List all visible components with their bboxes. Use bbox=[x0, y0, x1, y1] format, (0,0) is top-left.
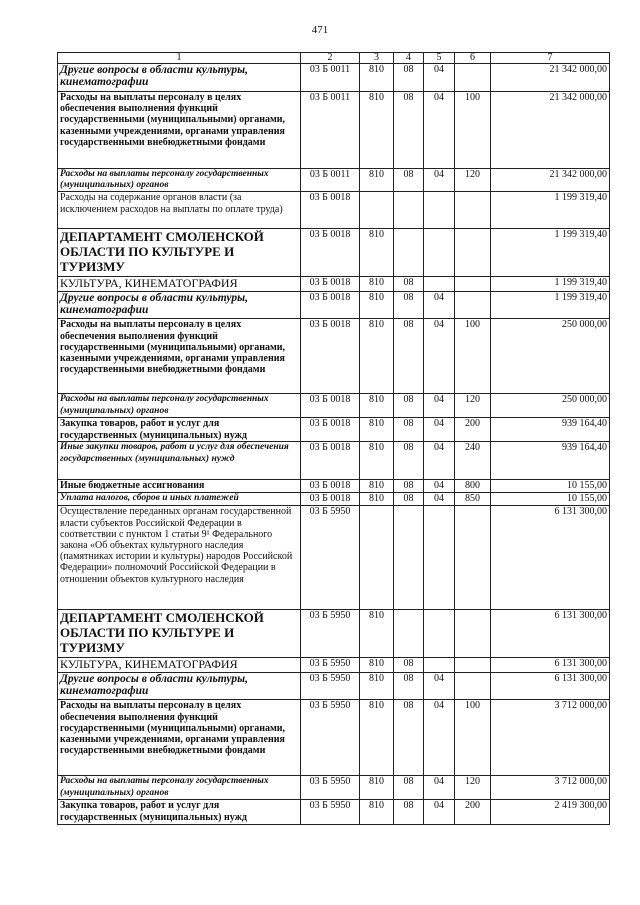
header-col-3: 3 bbox=[360, 53, 394, 64]
row-name: Уплата налогов, сборов и иных платежей bbox=[58, 493, 301, 506]
row-code: 03 Б 5950 bbox=[301, 776, 360, 800]
table-body bbox=[58, 64, 610, 825]
row-amount: 250 000,00 bbox=[491, 319, 610, 394]
table-row bbox=[58, 480, 610, 493]
row-code: 03 Б 0011 bbox=[301, 64, 360, 92]
row-name: Другие вопросы в области культуры, кинематографии bbox=[58, 292, 301, 319]
row-expense-type: 240 bbox=[455, 442, 491, 480]
row-code: 03 Б 0018 bbox=[301, 192, 360, 229]
row-subsection bbox=[424, 192, 455, 229]
row-name: Расходы на выплаты персоналу государственных (муниципальных) органов bbox=[58, 776, 301, 800]
row-section: 08 bbox=[394, 394, 424, 418]
row-subsection: 04 bbox=[424, 394, 455, 418]
row-subsection bbox=[424, 229, 455, 277]
table-row bbox=[58, 169, 610, 192]
header-col-1: 1 bbox=[58, 53, 301, 64]
row-name: Закупка товаров, работ и услуг для государственных (муниципальных) нужд bbox=[58, 800, 301, 825]
row-ved: 810 bbox=[360, 64, 394, 92]
row-ved: 810 bbox=[360, 319, 394, 394]
row-subsection: 04 bbox=[424, 92, 455, 169]
row-code: 03 Б 0011 bbox=[301, 92, 360, 169]
table-row bbox=[58, 292, 610, 319]
row-subsection: 04 bbox=[424, 700, 455, 776]
table-row bbox=[58, 229, 610, 277]
row-ved bbox=[360, 506, 394, 610]
row-amount: 6 131 300,00 bbox=[491, 658, 610, 673]
row-expense-type: 120 bbox=[455, 169, 491, 192]
row-ved: 810 bbox=[360, 673, 394, 700]
row-subsection: 04 bbox=[424, 800, 455, 825]
row-subsection bbox=[424, 277, 455, 292]
row-ved: 810 bbox=[360, 700, 394, 776]
row-name: Расходы на выплаты персоналу государственных (муниципальных) органов bbox=[58, 394, 301, 418]
row-ved: 810 bbox=[360, 658, 394, 673]
row-code: 03 Б 0018 bbox=[301, 277, 360, 292]
row-section: 08 bbox=[394, 319, 424, 394]
row-ved bbox=[360, 192, 394, 229]
row-expense-type bbox=[455, 277, 491, 292]
row-code: 03 Б 5950 bbox=[301, 658, 360, 673]
table-row bbox=[58, 442, 610, 480]
row-section bbox=[394, 506, 424, 610]
row-name: Расходы на выплаты персоналу в целях обеспечения выполнения функций государственными (муниципальными) органами, казенными учреждениями, органами управления государственными внебюджетными фондами bbox=[58, 319, 301, 394]
table-row bbox=[58, 610, 610, 658]
row-section: 08 bbox=[394, 673, 424, 700]
row-section: 08 bbox=[394, 480, 424, 493]
row-amount: 6 131 300,00 bbox=[491, 610, 610, 658]
row-expense-type bbox=[455, 64, 491, 92]
row-ved: 810 bbox=[360, 610, 394, 658]
row-amount: 21 342 000,00 bbox=[491, 92, 610, 169]
row-subsection: 04 bbox=[424, 319, 455, 394]
row-amount: 21 342 000,00 bbox=[491, 64, 610, 92]
row-name: Другие вопросы в области культуры, кинематографии bbox=[58, 673, 301, 700]
table-row bbox=[58, 776, 610, 800]
row-subsection: 04 bbox=[424, 673, 455, 700]
row-section bbox=[394, 229, 424, 277]
row-name: Осуществление переданных органам государственной власти субъектов Российской Федерации в соответствии с пунктом 1 статьи 9¹ Федерального закона «Об объектах культурного наследия (памятниках истории и культуры) народов Российской Федерации» полномочий Российской Федерации в отношении объектов культурного наследия bbox=[58, 506, 301, 610]
row-amount: 6 131 300,00 bbox=[491, 506, 610, 610]
row-expense-type bbox=[455, 610, 491, 658]
row-expense-type bbox=[455, 192, 491, 229]
row-section: 08 bbox=[394, 776, 424, 800]
row-section: 08 bbox=[394, 292, 424, 319]
row-amount: 6 131 300,00 bbox=[491, 673, 610, 700]
row-name: Расходы на выплаты персоналу государственных (муниципальных) органов bbox=[58, 169, 301, 192]
row-expense-type: 120 bbox=[455, 394, 491, 418]
row-ved: 810 bbox=[360, 92, 394, 169]
row-amount: 10 155,00 bbox=[491, 480, 610, 493]
row-code: 03 Б 0018 bbox=[301, 229, 360, 277]
row-section: 08 bbox=[394, 418, 424, 442]
budget-table bbox=[57, 52, 610, 825]
row-amount: 1 199 319,40 bbox=[491, 229, 610, 277]
row-amount: 250 000,00 bbox=[491, 394, 610, 418]
row-ved: 810 bbox=[360, 277, 394, 292]
row-section: 08 bbox=[394, 64, 424, 92]
row-name: Закупка товаров, работ и услуг для государственных (муниципальных) нужд bbox=[58, 418, 301, 442]
row-expense-type: 120 bbox=[455, 776, 491, 800]
row-section: 08 bbox=[394, 277, 424, 292]
table-row bbox=[58, 700, 610, 776]
row-ved: 810 bbox=[360, 229, 394, 277]
row-code: 03 Б 5950 bbox=[301, 673, 360, 700]
row-ved: 810 bbox=[360, 394, 394, 418]
row-section: 08 bbox=[394, 92, 424, 169]
row-subsection: 04 bbox=[424, 480, 455, 493]
row-subsection: 04 bbox=[424, 169, 455, 192]
row-subsection: 04 bbox=[424, 292, 455, 319]
table-row bbox=[58, 418, 610, 442]
row-code: 03 Б 0018 bbox=[301, 493, 360, 506]
row-subsection bbox=[424, 506, 455, 610]
row-name: ДЕПАРТАМЕНТ СМОЛЕНСКОЙ ОБЛАСТИ ПО КУЛЬТУРЕ И ТУРИЗМУ bbox=[58, 610, 301, 658]
row-subsection bbox=[424, 610, 455, 658]
row-section: 08 bbox=[394, 169, 424, 192]
row-section: 08 bbox=[394, 442, 424, 480]
table-row bbox=[58, 394, 610, 418]
row-name: Иные бюджетные ассигнования bbox=[58, 480, 301, 493]
row-section bbox=[394, 610, 424, 658]
table-row bbox=[58, 92, 610, 169]
row-name: Расходы на выплаты персоналу в целях обеспечения выполнения функций государственными (муниципальными) органами, казенными учреждениями, органами управления государственными внебюджетными фондами bbox=[58, 92, 301, 169]
row-section bbox=[394, 192, 424, 229]
row-ved: 810 bbox=[360, 480, 394, 493]
header-row bbox=[58, 53, 610, 64]
table-row bbox=[58, 506, 610, 610]
row-amount: 21 342 000,00 bbox=[491, 169, 610, 192]
row-name: Расходы на содержание органов власти (за исключением расходов на выплаты по оплате труда) bbox=[58, 192, 301, 229]
row-expense-type bbox=[455, 506, 491, 610]
row-code: 03 Б 5950 bbox=[301, 800, 360, 825]
row-code: 03 Б 0018 bbox=[301, 418, 360, 442]
row-expense-type: 100 bbox=[455, 92, 491, 169]
row-expense-type bbox=[455, 229, 491, 277]
row-ved: 810 bbox=[360, 493, 394, 506]
row-amount: 3 712 000,00 bbox=[491, 700, 610, 776]
row-name: ДЕПАРТАМЕНТ СМОЛЕНСКОЙ ОБЛАСТИ ПО КУЛЬТУРЕ И ТУРИЗМУ bbox=[58, 229, 301, 277]
row-expense-type: 100 bbox=[455, 700, 491, 776]
row-amount: 939 164,40 bbox=[491, 418, 610, 442]
row-code: 03 Б 0018 bbox=[301, 292, 360, 319]
row-ved: 810 bbox=[360, 292, 394, 319]
header-col-6: 6 bbox=[455, 53, 491, 64]
row-expense-type bbox=[455, 673, 491, 700]
row-ved: 810 bbox=[360, 800, 394, 825]
row-amount: 3 712 000,00 bbox=[491, 776, 610, 800]
row-expense-type bbox=[455, 658, 491, 673]
row-ved: 810 bbox=[360, 418, 394, 442]
row-code: 03 Б 0018 bbox=[301, 394, 360, 418]
row-code: 03 Б 5950 bbox=[301, 610, 360, 658]
row-section: 08 bbox=[394, 700, 424, 776]
row-expense-type bbox=[455, 292, 491, 319]
row-expense-type: 200 bbox=[455, 418, 491, 442]
row-code: 03 Б 0011 bbox=[301, 169, 360, 192]
row-expense-type: 850 bbox=[455, 493, 491, 506]
table-row bbox=[58, 192, 610, 229]
row-ved: 810 bbox=[360, 442, 394, 480]
row-amount: 1 199 319,40 bbox=[491, 192, 610, 229]
table-row bbox=[58, 319, 610, 394]
row-subsection: 04 bbox=[424, 418, 455, 442]
row-section: 08 bbox=[394, 800, 424, 825]
table-row bbox=[58, 493, 610, 506]
row-expense-type: 200 bbox=[455, 800, 491, 825]
header-col-4: 4 bbox=[394, 53, 424, 64]
table-row bbox=[58, 673, 610, 700]
row-subsection: 04 bbox=[424, 64, 455, 92]
table-row bbox=[58, 800, 610, 825]
header-col-2: 2 bbox=[301, 53, 360, 64]
row-name: КУЛЬТУРА, КИНЕМАТОГРАФИЯ bbox=[58, 658, 301, 673]
row-amount: 1 199 319,40 bbox=[491, 292, 610, 319]
row-subsection bbox=[424, 658, 455, 673]
row-amount: 2 419 300,00 bbox=[491, 800, 610, 825]
row-expense-type: 100 bbox=[455, 319, 491, 394]
row-name: Иные закупки товаров, работ и услуг для обеспечения государственных (муниципальных) нужд bbox=[58, 442, 301, 480]
row-subsection: 04 bbox=[424, 442, 455, 480]
row-amount: 939 164,40 bbox=[491, 442, 610, 480]
header-col-7: 7 bbox=[491, 53, 610, 64]
row-ved: 810 bbox=[360, 169, 394, 192]
row-code: 03 Б 5950 bbox=[301, 700, 360, 776]
row-section: 08 bbox=[394, 658, 424, 673]
table-row bbox=[58, 658, 610, 673]
row-amount: 1 199 319,40 bbox=[491, 277, 610, 292]
row-subsection: 04 bbox=[424, 776, 455, 800]
row-expense-type: 800 bbox=[455, 480, 491, 493]
row-amount: 10 155,00 bbox=[491, 493, 610, 506]
header-col-5: 5 bbox=[424, 53, 455, 64]
row-name: КУЛЬТУРА, КИНЕМАТОГРАФИЯ bbox=[58, 277, 301, 292]
row-subsection: 04 bbox=[424, 493, 455, 506]
row-name: Другие вопросы в области культуры, кинематографии bbox=[58, 64, 301, 92]
row-code: 03 Б 0018 bbox=[301, 442, 360, 480]
row-name: Расходы на выплаты персоналу в целях обеспечения выполнения функций государственными (муниципальными) органами, казенными учреждениями, органами управления государственными внебюджетными фондами bbox=[58, 700, 301, 776]
row-code: 03 Б 0018 bbox=[301, 319, 360, 394]
row-ved: 810 bbox=[360, 776, 394, 800]
row-code: 03 Б 5950 bbox=[301, 506, 360, 610]
page-number: 471 bbox=[311, 24, 329, 36]
row-code: 03 Б 0018 bbox=[301, 480, 360, 493]
table-row bbox=[58, 277, 610, 292]
row-section: 08 bbox=[394, 493, 424, 506]
table-row bbox=[58, 64, 610, 92]
